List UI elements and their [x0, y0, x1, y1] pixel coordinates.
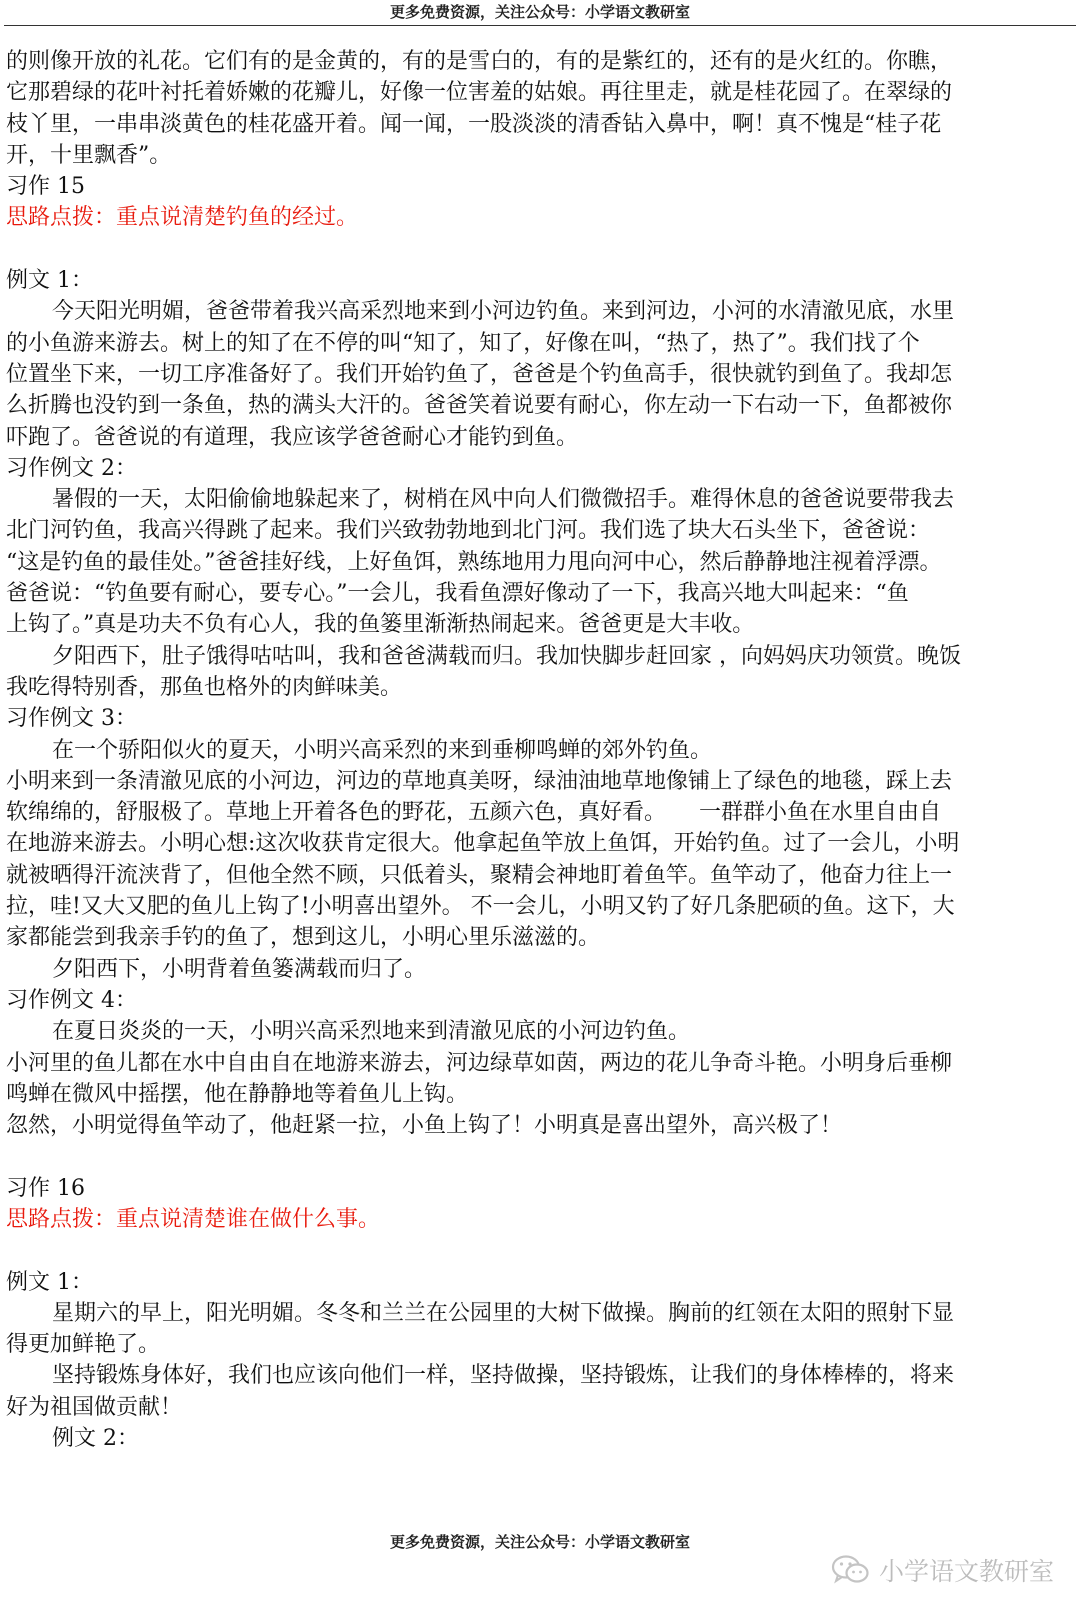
- text-line: 我吃得特别香，那鱼也格外的肉鲜味美。: [6, 674, 403, 700]
- text-line: 得更加鲜艳了。: [6, 1332, 161, 1358]
- text-line: 小明来到一条清澈见底的小河边，河边的草地真美呀，绿油油地草地像铺上了绿色的地毯，踩上去: [6, 768, 953, 794]
- text-line: 就被晒得汗流浃背了，但他全然不顾，只低着头，聚精会神地盯着鱼竿。鱼竿动了，他奋力往上一: [6, 862, 953, 888]
- writing-tip: 思路点拨：重点说清楚钓鱼的经过。: [6, 205, 359, 231]
- spacer: [6, 1235, 1068, 1266]
- text-line: 上钩了。”真是功夫不负有心人，我的鱼篓里渐渐热闹起来。爸爸更是大丰收。: [6, 612, 755, 638]
- text-line: 鸣蝉在微风中摇摆，他在静静地等着鱼儿上钩。: [6, 1081, 469, 1107]
- writing-tip: 思路点拨：重点说清楚谁在做什么事。: [6, 1206, 381, 1232]
- text-line: 软绵绵的，舒服极了。草地上开着各色的野花，五颜六色，真好看。 一群群小鱼在水里自由自: [6, 800, 942, 826]
- text-line: 开，十里飘香”。: [6, 142, 172, 168]
- text-line: 拉，哇!又大又肥的鱼儿上钩了!小明喜出望外。 不一会儿，小明又钓了好几条肥硕的鱼。这下，大: [6, 894, 955, 920]
- section-heading: 习作 16: [6, 1175, 85, 1201]
- example-heading: 习作例文 2：: [6, 455, 137, 481]
- document-body: [6, 46, 1068, 1454]
- example-heading: 例文 1：: [6, 268, 93, 294]
- text-line: 的小鱼游来游去。树上的知了在不停的叫“知了，知了，好像在叫，“热了，热了”。我们找了个: [6, 330, 920, 356]
- example-heading: 例文 1：: [6, 1269, 93, 1295]
- text-line: 枝丫里，一串串淡黄色的桂花盛开着。闻一闻，一股淡淡的清香钻入鼻中，啊！真不愧是“桂子花: [6, 111, 942, 137]
- page-header: 更多免费资源，关注公众号：小学语文教研室: [389, 3, 690, 21]
- watermark: [831, 1552, 1054, 1588]
- spacer: [6, 1141, 1068, 1172]
- section-heading: 习作 15: [6, 174, 85, 200]
- text-line: 忽然，小明觉得鱼竿动了，他赶紧一拉，小鱼上钩了！小明真是喜出望外，高兴极了！: [6, 1113, 843, 1139]
- text-line: 在一个骄阳似火的夏天，小明兴高采烈的来到垂柳鸣蝉的郊外钓鱼。: [52, 737, 713, 763]
- text-line: 夕阳西下，肚子饿得咕咕叫，我和爸爸满载而归。我加快脚步赶回家 ，向妈妈庆功领赏。晚饭: [52, 643, 961, 669]
- text-line: 吓跑了。爸爸说的有道理，我应该学爸爸耐心才能钓到鱼。: [6, 424, 579, 450]
- watermark-label: 小学语文教研室: [878, 1557, 1054, 1586]
- spacer: [6, 234, 1068, 265]
- text-line: 家都能尝到我亲手钓的鱼了，想到这儿，小明心里乐滋滋的。: [6, 925, 601, 951]
- header-divider: [4, 25, 1076, 26]
- text-line: 坚持锻炼身体好，我们也应该向他们一样，坚持做操，坚持锻炼，让我们的身体棒棒的，将来: [52, 1363, 955, 1389]
- text-line: 在地游来游去。小明心想:这次收获肯定很大。他拿起鱼竿放上鱼饵，开始钓鱼。过了一会儿，小明: [6, 831, 960, 857]
- example-heading: 习作例文 3：: [6, 706, 137, 732]
- text-line: 小河里的鱼儿都在水中自由自在地游来游去，河边绿草如茵，两边的花儿争奇斗艳。小明身后垂柳: [6, 1050, 953, 1076]
- wechat-icon: [831, 1554, 871, 1586]
- text-line: 夕阳西下，小明背着鱼篓满载而归了。: [52, 956, 427, 982]
- text-line: 星期六的早上，阳光明媚。冬冬和兰兰在公园里的大树下做操。胸前的红领在太阳的照射下显: [52, 1300, 955, 1326]
- text-line: 在夏日炎炎的一天，小明兴高采烈地来到清澈见底的小河边钓鱼。: [52, 1019, 691, 1045]
- text-line: 它那碧绿的花叶衬托着娇嫩的花瓣儿，好像一位害羞的姑娘。再往里走，就是桂花园了。在翠绿的: [6, 80, 953, 106]
- text-line: 么折腾也没钓到一条鱼，热的满头大汗的。爸爸笑着说要有耐心，你左动一下右动一下，鱼都被你: [6, 393, 953, 419]
- text-line: 好为祖国做贡献！: [6, 1394, 183, 1420]
- text-line: 北门河钓鱼，我高兴得跳了起来。我们兴致勃勃地到北门河。我们选了块大石头坐下，爸爸说：: [6, 518, 931, 544]
- text-line: 爸爸说：“钓鱼要有耐心，要专心。”一会儿，我看鱼漂好像动了一下，我高兴地大叫起来：“鱼: [6, 581, 909, 607]
- text-line: 暑假的一天，太阳偷偷地躲起来了，树梢在风中向人们微微招手。难得休息的爸爸说要带我去: [52, 487, 955, 513]
- text-line: 今天阳光明媚，爸爸带着我兴高采烈地来到小河边钓鱼。来到河边，小河的水清澈见底，水里: [52, 299, 955, 325]
- text-line: 的则像开放的礼花。它们有的是金黄的，有的是雪白的，有的是紫红的，还有的是火红的。你瞧，: [6, 49, 953, 74]
- example-heading: 例文 2：: [52, 1426, 139, 1452]
- text-line: 位置坐下来，一切工序准备好了。我们开始钓鱼了，爸爸是个钓鱼高手，很快就钓到鱼了。我却怎: [6, 361, 953, 387]
- text-line: “这是钓鱼的最佳处。”爸爸挂好线，上好鱼饵，熟练地用力甩向河中心，然后静静地注视着浮漂。: [6, 549, 942, 575]
- page-footer: 更多免费资源，关注公众号：小学语文教研室: [389, 1533, 690, 1551]
- example-heading: 习作例文 4：: [6, 987, 137, 1013]
